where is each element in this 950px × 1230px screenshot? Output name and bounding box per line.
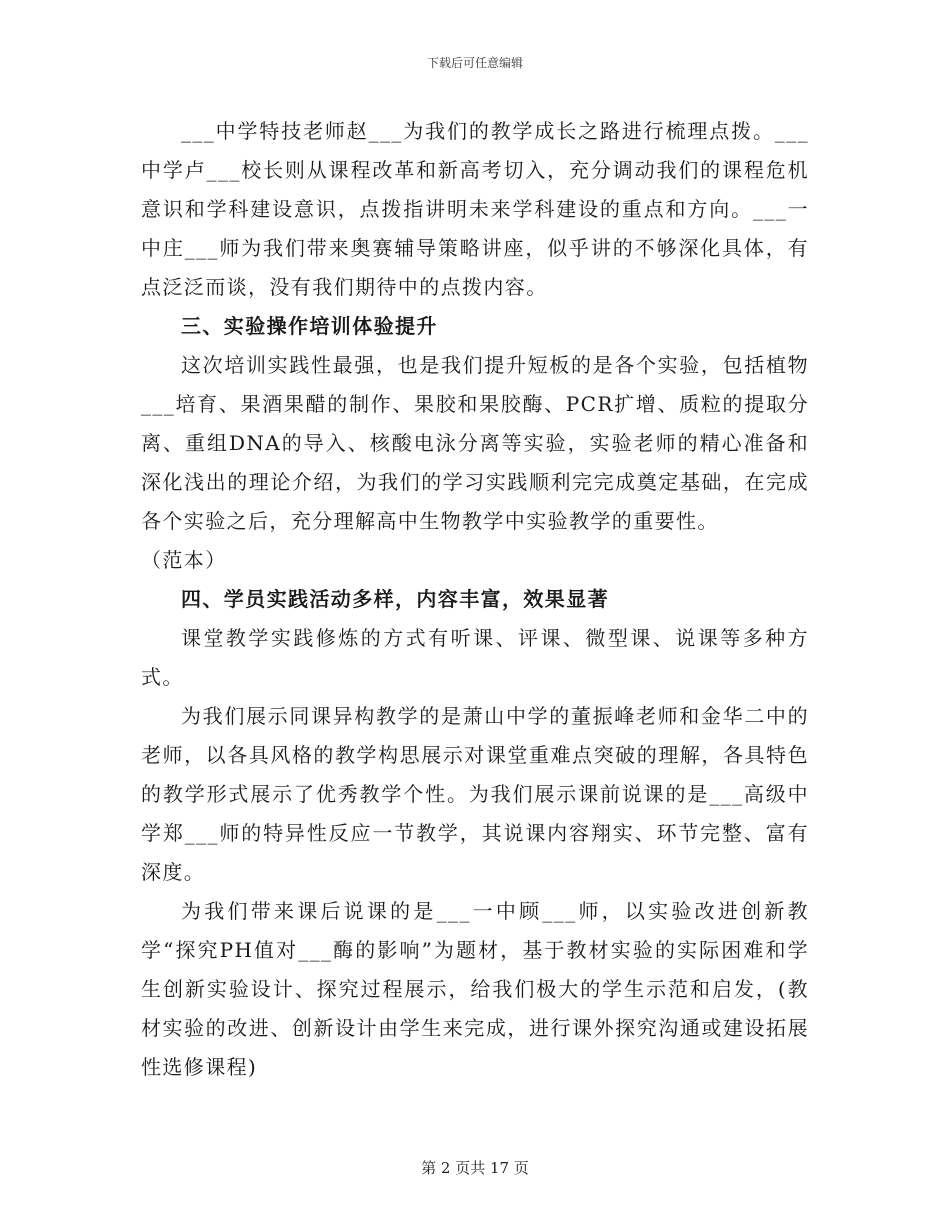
section-heading-3: 三、实验操作培训体验提升: [181, 314, 438, 338]
document-body: [141, 112, 809, 1087]
paragraph-demo-lessons: 为我们展示同课异构教学的是萧山中学的董振峰老师和金华二中的老师，以各具风格的教学构思展示对课堂重难点突破的理解，各具特色的教学形式展示了优秀教学个性。为我们展示课前说课的是___高级中学郑___师的特异性反应一节教学，其说课内容翔实、环节完整、富有深度。: [141, 704, 809, 884]
template-note: （范本）: [141, 548, 227, 572]
paragraph-experiments: 这次培训实践性最强，也是我们提升短板的是各个实验，包括植物___培育、果酒果醋的制作、果胶和果胶酶、PCR扩增、质粒的提取分离、重组DNA的导入、核酸电泳分离等实验，实验老师的精心准备和深化浅出的理论介绍，为我们的学习实践顺利完完成奠定基础，在完成各个实验之后，充分理解高中生物教学中实验教学的重要性。: [141, 353, 809, 533]
paragraph-post-lesson: 为我们带来课后说课的是___一中顾___师，以实验改进创新教学“探究PH值对___酶的影响”为题材，基于教材实验的实际困难和学生创新实验设计、探究过程展示，给我们极大的学生示范和启发，(教材实验的改进、创新设计由学生来完成，进行课外探究沟通或建设拓展性选修课程): [141, 899, 809, 1079]
page-header: 下载后可任意编辑: [426, 56, 523, 70]
section-heading-4: 四、学员实践活动多样，内容丰富，效果显著: [181, 587, 609, 611]
page-footer: 第 2 页共 17 页: [421, 1159, 529, 1177]
paragraph-teachers: ___中学特技老师赵___为我们的教学成长之路进行梳理点拨。___中学卢___校长则从课程改革和新高考切入，充分调动我们的课程危机意识和学科建设意识，点拨指讲明未来学科建设的重点和方向。___一中庄___师为我们带来奥赛辅导策略讲座，似乎讲的不够深化具体，有点泛泛而谈，没有我们期待中的点拨内容。: [141, 119, 809, 299]
paragraph-practice-methods: 课堂教学实践修炼的方式有听课、评课、微型课、说课等多种方式。: [141, 626, 809, 689]
